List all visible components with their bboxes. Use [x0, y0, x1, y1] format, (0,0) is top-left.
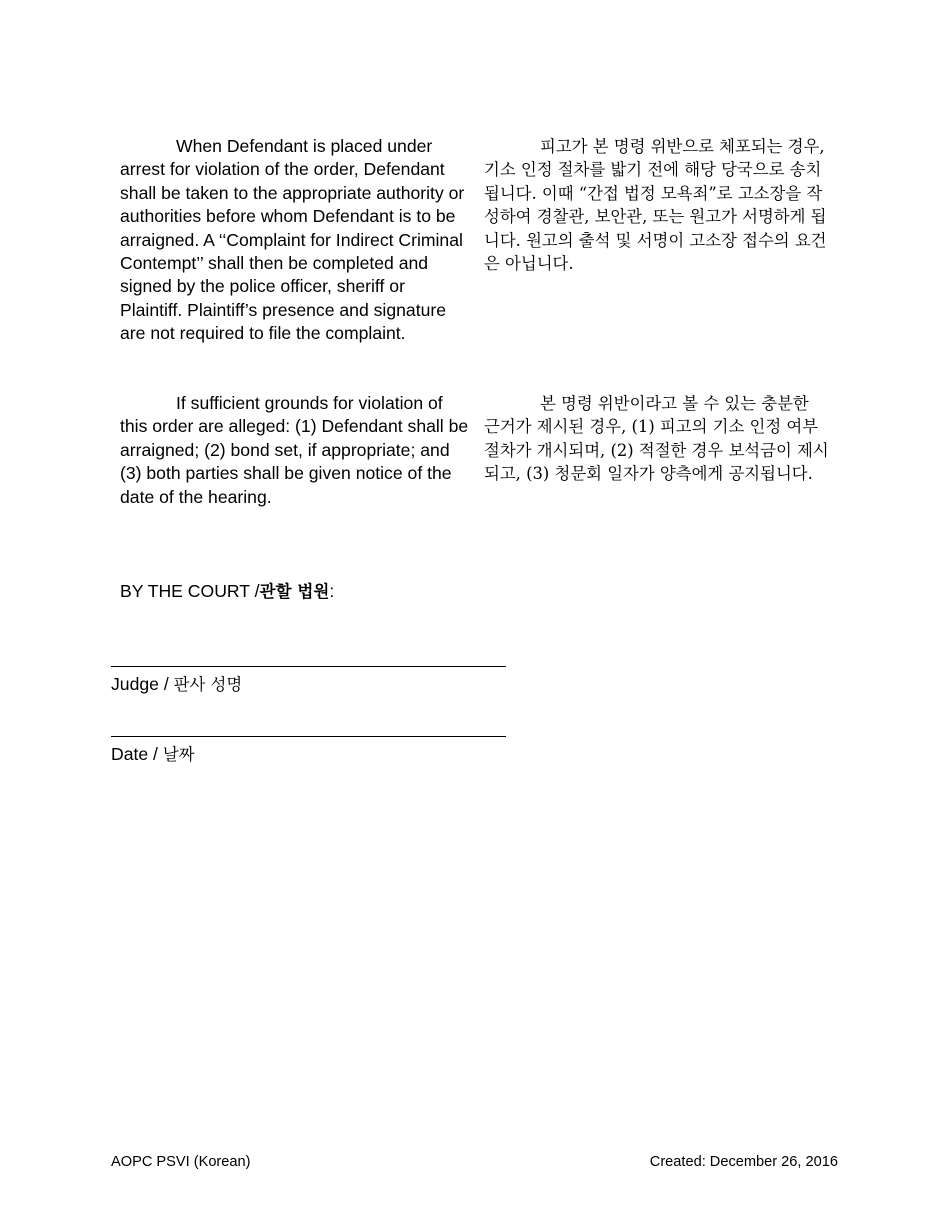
- date-signature-line: [111, 736, 506, 737]
- judge-signature-line: [111, 666, 506, 667]
- date-label: [111, 741, 195, 765]
- date-label-en: Date /: [111, 744, 163, 764]
- footer-created-date: Created: December 26, 2016: [649, 1154, 838, 1170]
- date-label-ko: 날짜: [162, 745, 195, 764]
- by-the-court-heading: [120, 578, 334, 602]
- judge-label: [111, 671, 242, 695]
- paragraph-grounds-en: If sufficient grounds for violation of this order are alleged: (1) Defendant shall be arraigned; (2) bond set, if appropriate; and (3) both parties shall be given notice of the date of the hearing.: [120, 393, 469, 507]
- court-korean: 관할 법원: [259, 581, 330, 601]
- paragraph-arrest-ko: 피고가 본 명령 위반으로 체포되는 경우, 기소 인정 절차를 밟기 전에 해당 당국으로 송치됩니다. 이때 “간접 법정 모욕죄”로 고소장을 작성하여 경찰관, 보안관, 또는 원고가 서명하게 됩니다. 원고의 출석 및 서명이 고소장 접수의 요건은 아닙니다.: [484, 137, 827, 274]
- paragraph-grounds-ko: 본 명령 위반이라고 볼 수 있는 충분한 근거가 제시된 경우, (1) 피고의 기소 인정 여부 절차가 개시되며, (2) 적절한 경우 보석금이 제시되고, (3) 청문회 일자가 양측에게 공지됩니다.: [484, 394, 829, 484]
- paragraph-arrest-en: When Defendant is placed under arrest for violation of the order, Defendant shall be taken to the appropriate authority or authorities before whom Defendant is to be arraigned. A ‘‘Complaint for Indirect Criminal Contempt’’ shall then be completed and signed by the police officer, sheriff or Plaintiff. Plaintiff’s presence and signature are not required to file the complaint.: [120, 136, 465, 344]
- court-prefix: BY THE COURT /: [120, 581, 260, 601]
- judge-label-ko: 판사 성명: [173, 675, 243, 694]
- court-suffix: :: [329, 581, 335, 601]
- judge-label-en: Judge /: [111, 674, 174, 694]
- footer-form-id: AOPC PSVI (Korean): [111, 1154, 251, 1170]
